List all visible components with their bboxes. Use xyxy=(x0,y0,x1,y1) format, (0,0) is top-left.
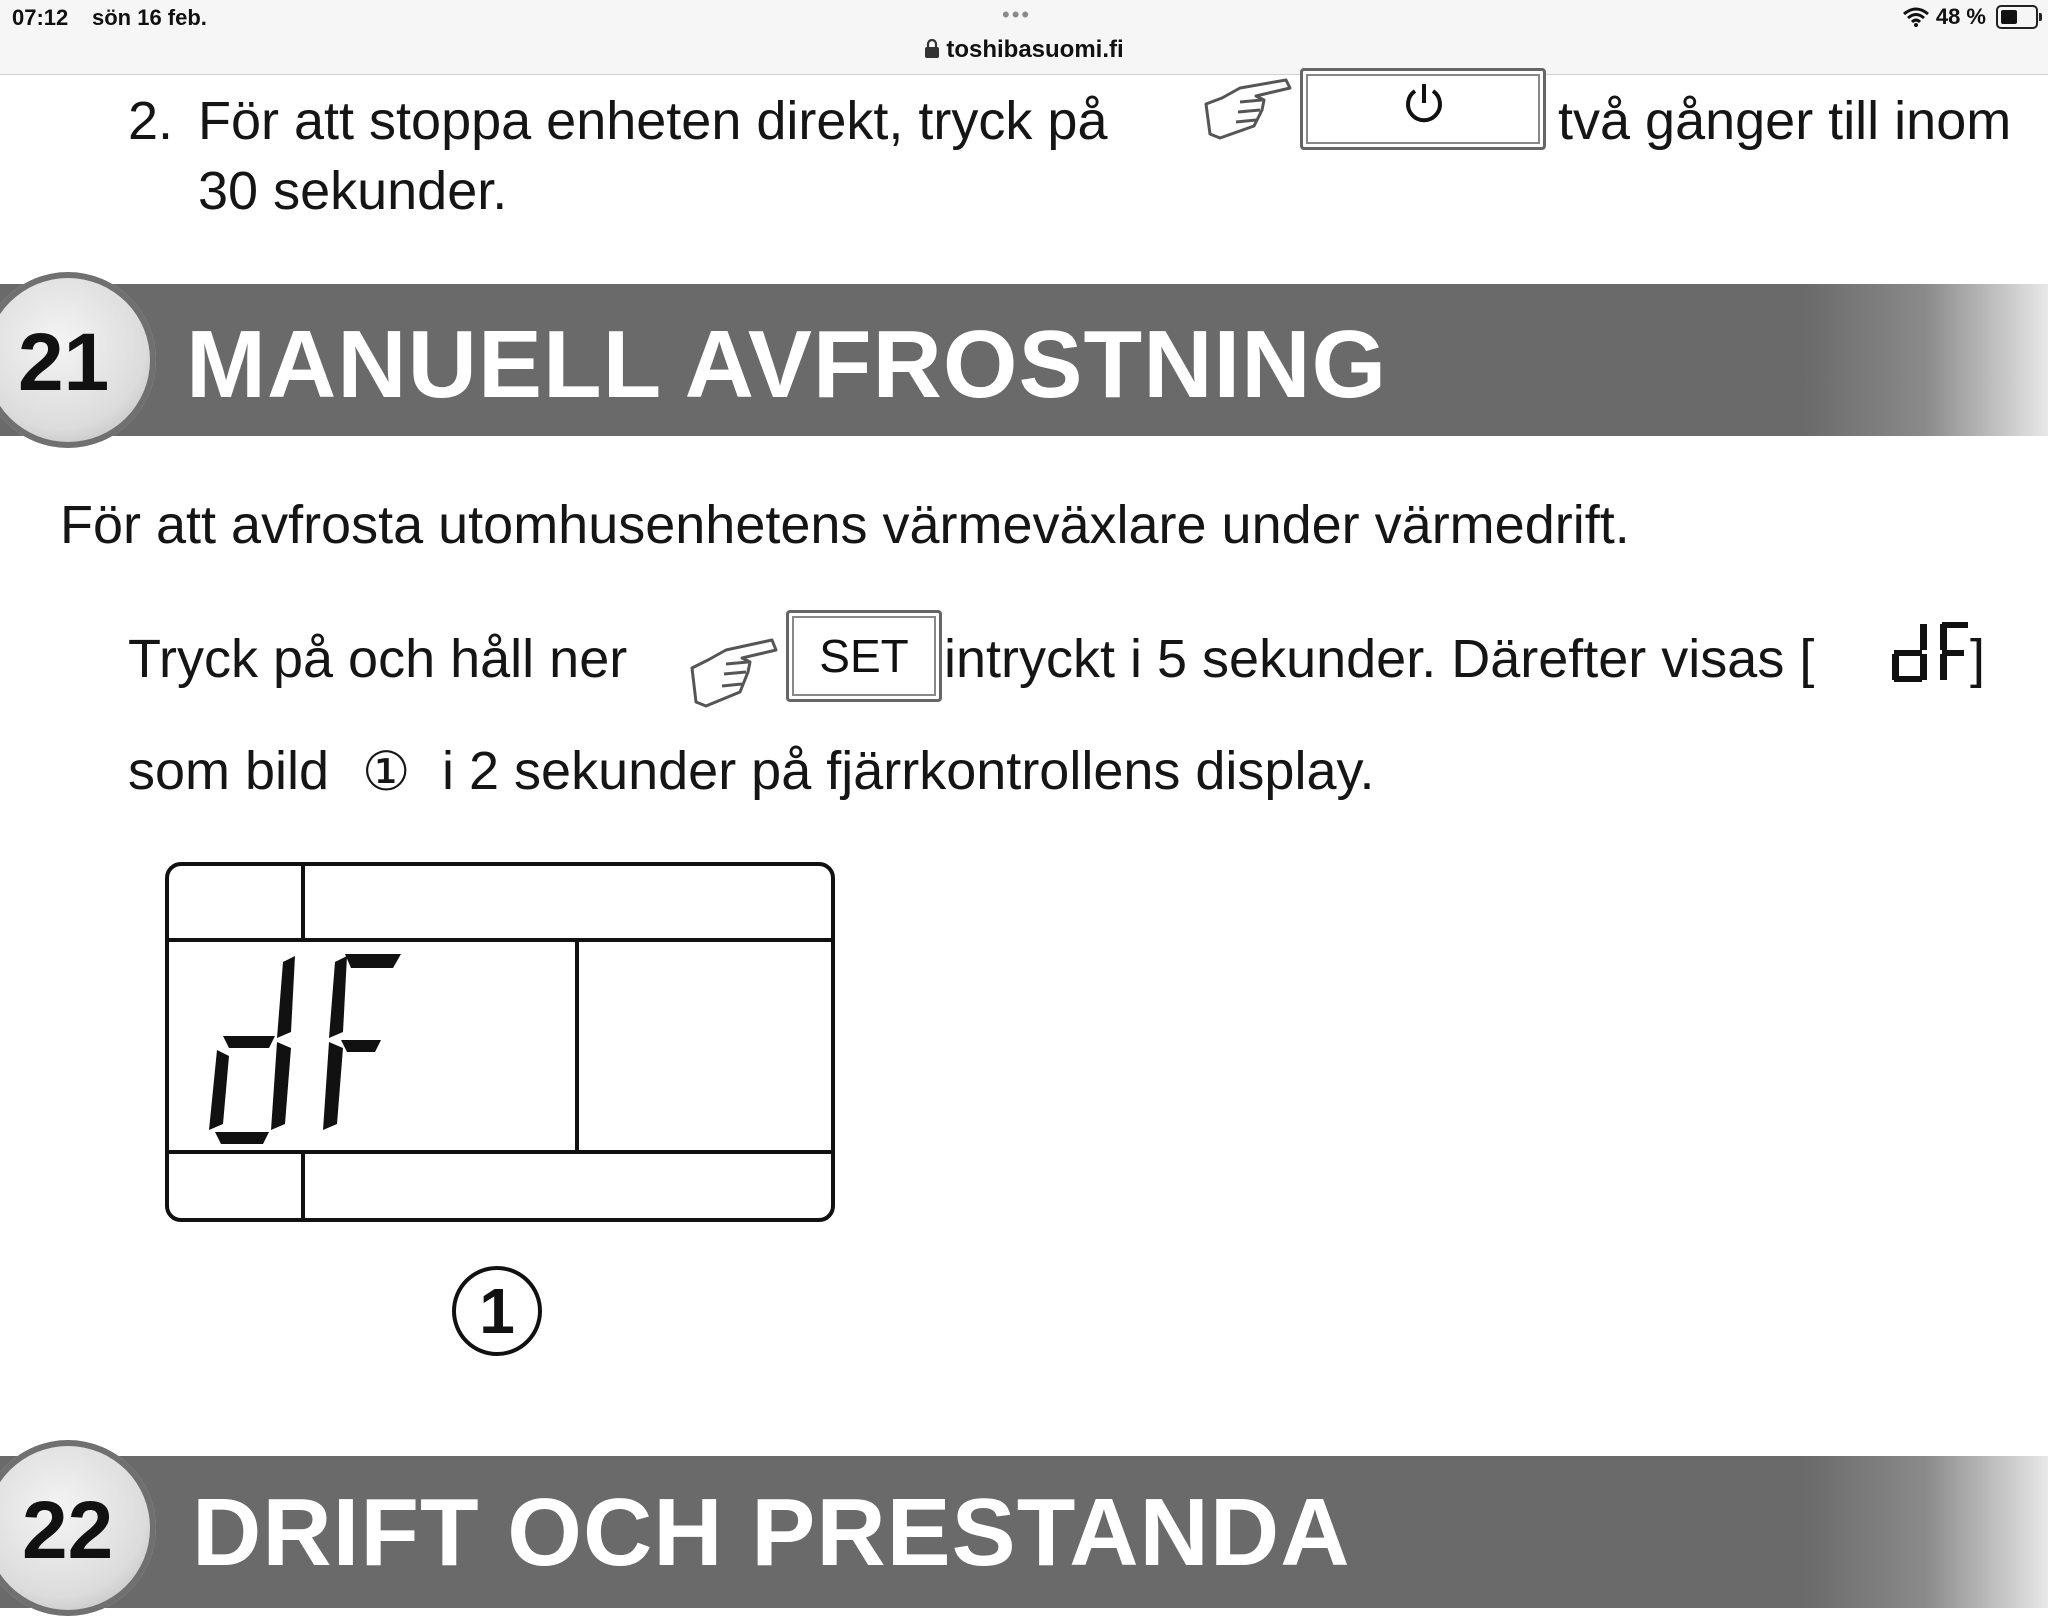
battery-percent: 48 % xyxy=(1935,4,1986,29)
instruction-text-before: Tryck på och håll ner xyxy=(128,629,628,689)
power-icon xyxy=(1401,81,1447,127)
section-21-number: 21 xyxy=(18,317,110,408)
instruction-text-close: ] xyxy=(1970,629,1986,689)
figure-reference: ① xyxy=(362,742,411,802)
wifi-icon xyxy=(1902,7,1930,27)
set-button xyxy=(786,610,942,702)
section-21-title: MANUELL AVFROSTNING xyxy=(186,311,1388,418)
status-date: sön 16 feb. xyxy=(92,5,207,30)
status-indicators xyxy=(1902,4,2038,30)
set-button-label: SET xyxy=(819,630,909,682)
status-time: 07:12 xyxy=(12,5,69,30)
df-code-glyph xyxy=(1890,620,1976,684)
intro-text: För att avfrosta utomhusenhetens värmeväxlare under värmedrift. xyxy=(60,495,1630,555)
step2-text-after: två gånger till inom xyxy=(1558,91,2012,151)
power-button xyxy=(1300,68,1546,150)
instruction-line2-after: i 2 sekunder på fjärrkontrollens display. xyxy=(442,741,1375,801)
instruction-text-after: intryckt i 5 sekunder. Därefter visas [ xyxy=(944,629,1815,689)
url-text: toshibasuomi.fi xyxy=(946,36,1124,63)
step2-text-line2: 30 sekunder. xyxy=(198,161,508,221)
step2-text-before: För att stoppa enheten direkt, tryck på xyxy=(198,91,1108,151)
lock-icon xyxy=(924,39,940,59)
remote-display-figure xyxy=(165,862,835,1222)
address-bar[interactable] xyxy=(0,36,2048,64)
battery-icon xyxy=(1996,5,2038,29)
figure-caption-number: 1 xyxy=(452,1266,542,1356)
section-22-number: 22 xyxy=(22,1485,114,1576)
status-bar xyxy=(0,0,2048,75)
pointing-hand-icon xyxy=(686,632,782,712)
step-number: 2. xyxy=(128,91,174,151)
section-22-title: DRIFT OCH PRESTANDA xyxy=(192,1479,1351,1586)
multitask-dots[interactable]: ••• xyxy=(1002,2,1032,27)
pointing-hand-icon xyxy=(1200,74,1296,146)
instruction-line2-before: som bild xyxy=(128,741,330,801)
